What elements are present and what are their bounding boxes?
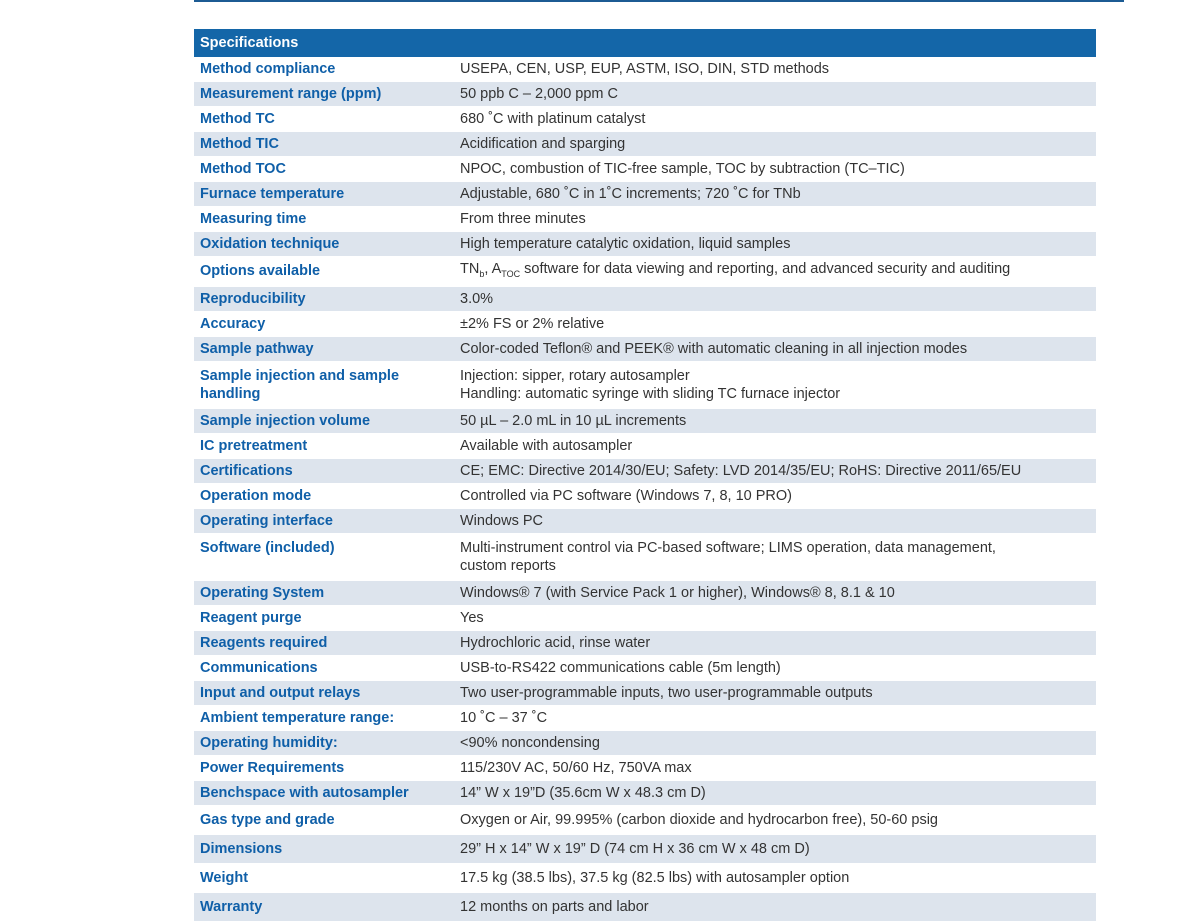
specifications-table — [194, 29, 1096, 922]
spec-value: From three minutes — [454, 207, 1096, 232]
options-text: software for data viewing and reporting, and advanced security and auditing — [520, 261, 1011, 277]
spec-value: Available with autosampler — [454, 433, 1096, 458]
table-row — [194, 433, 1096, 458]
spec-label: Certifications — [194, 458, 454, 483]
table-row — [194, 132, 1096, 157]
spec-value: Oxygen or Air, 99.995% (carbon dioxide and hydrocarbon free), 50-60 psig — [454, 805, 1096, 834]
spec-value: ±2% FS or 2% relative — [454, 311, 1096, 336]
spec-label: IC pretreatment — [194, 433, 454, 458]
spec-value: Yes — [454, 605, 1096, 630]
spec-label: Ambient temperature range: — [194, 705, 454, 730]
spec-label: Method compliance — [194, 57, 454, 82]
spec-label: Method TOC — [194, 157, 454, 182]
spec-value: Color-coded Teflon® and PEEK® with automatic cleaning in all injection modes — [454, 336, 1096, 361]
table-row — [194, 207, 1096, 232]
table-row — [194, 605, 1096, 630]
spec-value: Hydrochloric acid, rinse water — [454, 630, 1096, 655]
value-line: Handling: automatic syringe with sliding TC furnace injector — [460, 385, 841, 402]
spec-value: 3.0% — [454, 286, 1096, 311]
spec-value: Windows PC — [454, 508, 1096, 533]
spec-value: CE; EMC: Directive 2014/30/EU; Safety: LVD 2014/35/EU; RoHS: Directive 2011/65/EU — [454, 458, 1096, 483]
a-text: , A — [484, 261, 502, 277]
spec-label: Input and output relays — [194, 680, 454, 705]
spec-label: Options available — [194, 257, 454, 287]
table-row — [194, 705, 1096, 730]
table-row — [194, 630, 1096, 655]
table-row — [194, 157, 1096, 182]
spec-label: Operation mode — [194, 483, 454, 508]
table-row — [194, 892, 1096, 921]
spec-value: Adjustable, 680 ˚C in 1˚C increments; 720 ˚C for TNb — [454, 182, 1096, 207]
spec-label: Measurement range (ppm) — [194, 82, 454, 107]
table-row — [194, 580, 1096, 605]
spec-label: Warranty — [194, 892, 454, 921]
spec-label: Sample pathway — [194, 336, 454, 361]
table-row — [194, 755, 1096, 780]
table-row — [194, 286, 1096, 311]
spec-label: Accuracy — [194, 311, 454, 336]
spec-label: Furnace temperature — [194, 182, 454, 207]
spec-label: Power Requirements — [194, 755, 454, 780]
table-row — [194, 508, 1096, 533]
spec-value: High temperature catalytic oxidation, liquid samples — [454, 232, 1096, 257]
spec-value: 12 months on parts and labor — [454, 892, 1096, 921]
table-row — [194, 458, 1096, 483]
spec-value: 29” H x 14” W x 19” D (74 cm H x 36 cm W x 48 cm D) — [454, 834, 1096, 863]
spec-label: Method TC — [194, 107, 454, 132]
spec-label: Sample injection and sample handling — [194, 361, 454, 408]
table-row — [194, 680, 1096, 705]
table-row — [194, 82, 1096, 107]
spec-value: Acidification and sparging — [454, 132, 1096, 157]
table-row — [194, 311, 1096, 336]
spec-label: Method TIC — [194, 132, 454, 157]
table-row — [194, 361, 1096, 408]
table-row — [194, 408, 1096, 433]
table-row — [194, 730, 1096, 755]
table-row — [194, 805, 1096, 834]
spec-value: Controlled via PC software (Windows 7, 8, 10 PRO) — [454, 483, 1096, 508]
spec-label: Operating humidity: — [194, 730, 454, 755]
table-row — [194, 780, 1096, 805]
spec-label: Measuring time — [194, 207, 454, 232]
spec-label: Reagents required — [194, 630, 454, 655]
table-row — [194, 182, 1096, 207]
tn-subscript: b — [479, 268, 485, 279]
table-header: Specifications — [194, 29, 1096, 57]
table-row — [194, 232, 1096, 257]
spec-value: Windows® 7 (with Service Pack 1 or higher), Windows® 8, 8.1 & 10 — [454, 580, 1096, 605]
spec-value — [454, 533, 1096, 580]
table-row — [194, 863, 1096, 892]
spec-value: 50 µL – 2.0 mL in 10 µL increments — [454, 408, 1096, 433]
spec-value: Two user-programmable inputs, two user-programmable outputs — [454, 680, 1096, 705]
spec-value: 115/230V AC, 50/60 Hz, 750VA max — [454, 755, 1096, 780]
spec-label: Oxidation technique — [194, 232, 454, 257]
table-row — [194, 655, 1096, 680]
spec-label: Reagent purge — [194, 605, 454, 630]
top-rule — [194, 0, 1124, 2]
spec-value: 10 ˚C – 37 ˚C — [454, 705, 1096, 730]
spec-label: Weight — [194, 863, 454, 892]
spec-value: NPOC, combustion of TIC-free sample, TOC by subtraction (TC–TIC) — [454, 157, 1096, 182]
spec-value: 17.5 kg (38.5 lbs), 37.5 kg (82.5 lbs) with autosampler option — [454, 863, 1096, 892]
spec-label: Dimensions — [194, 834, 454, 863]
spec-label: Software (included) — [194, 533, 454, 580]
table-row — [194, 336, 1096, 361]
spec-label: Gas type and grade — [194, 805, 454, 834]
spec-label: Benchspace with autosampler — [194, 780, 454, 805]
value-line: Injection: sipper, rotary autosampler — [460, 367, 690, 384]
tn-text: TN — [460, 261, 480, 277]
spec-label: Operating interface — [194, 508, 454, 533]
spec-value: USB-to-RS422 communications cable (5m length) — [454, 655, 1096, 680]
spec-value — [454, 361, 1096, 408]
spec-value: 14” W x 19”D (35.6cm W x 48.3 cm D) — [454, 780, 1096, 805]
table-row — [194, 533, 1096, 580]
table-row — [194, 834, 1096, 863]
spec-value — [454, 257, 1096, 287]
spec-value: 50 ppb C – 2,000 ppm C — [454, 82, 1096, 107]
table-row — [194, 257, 1096, 287]
spec-label: Reproducibility — [194, 286, 454, 311]
spec-label: Sample injection volume — [194, 408, 454, 433]
spec-value: 680 ˚C with platinum catalyst — [454, 107, 1096, 132]
table-header-row — [194, 29, 1096, 57]
table-row — [194, 57, 1096, 82]
table-row — [194, 483, 1096, 508]
value-line: Multi-instrument control via PC-based software; LIMS operation, data management, — [460, 539, 996, 556]
spec-value: <90% noncondensing — [454, 730, 1096, 755]
spec-label: Communications — [194, 655, 454, 680]
value-line: custom reports — [460, 557, 556, 574]
toc-subscript: TOC — [501, 268, 521, 279]
spec-label: Operating System — [194, 580, 454, 605]
spec-value: USEPA, CEN, USP, EUP, ASTM, ISO, DIN, STD methods — [454, 57, 1096, 82]
table-row — [194, 107, 1096, 132]
